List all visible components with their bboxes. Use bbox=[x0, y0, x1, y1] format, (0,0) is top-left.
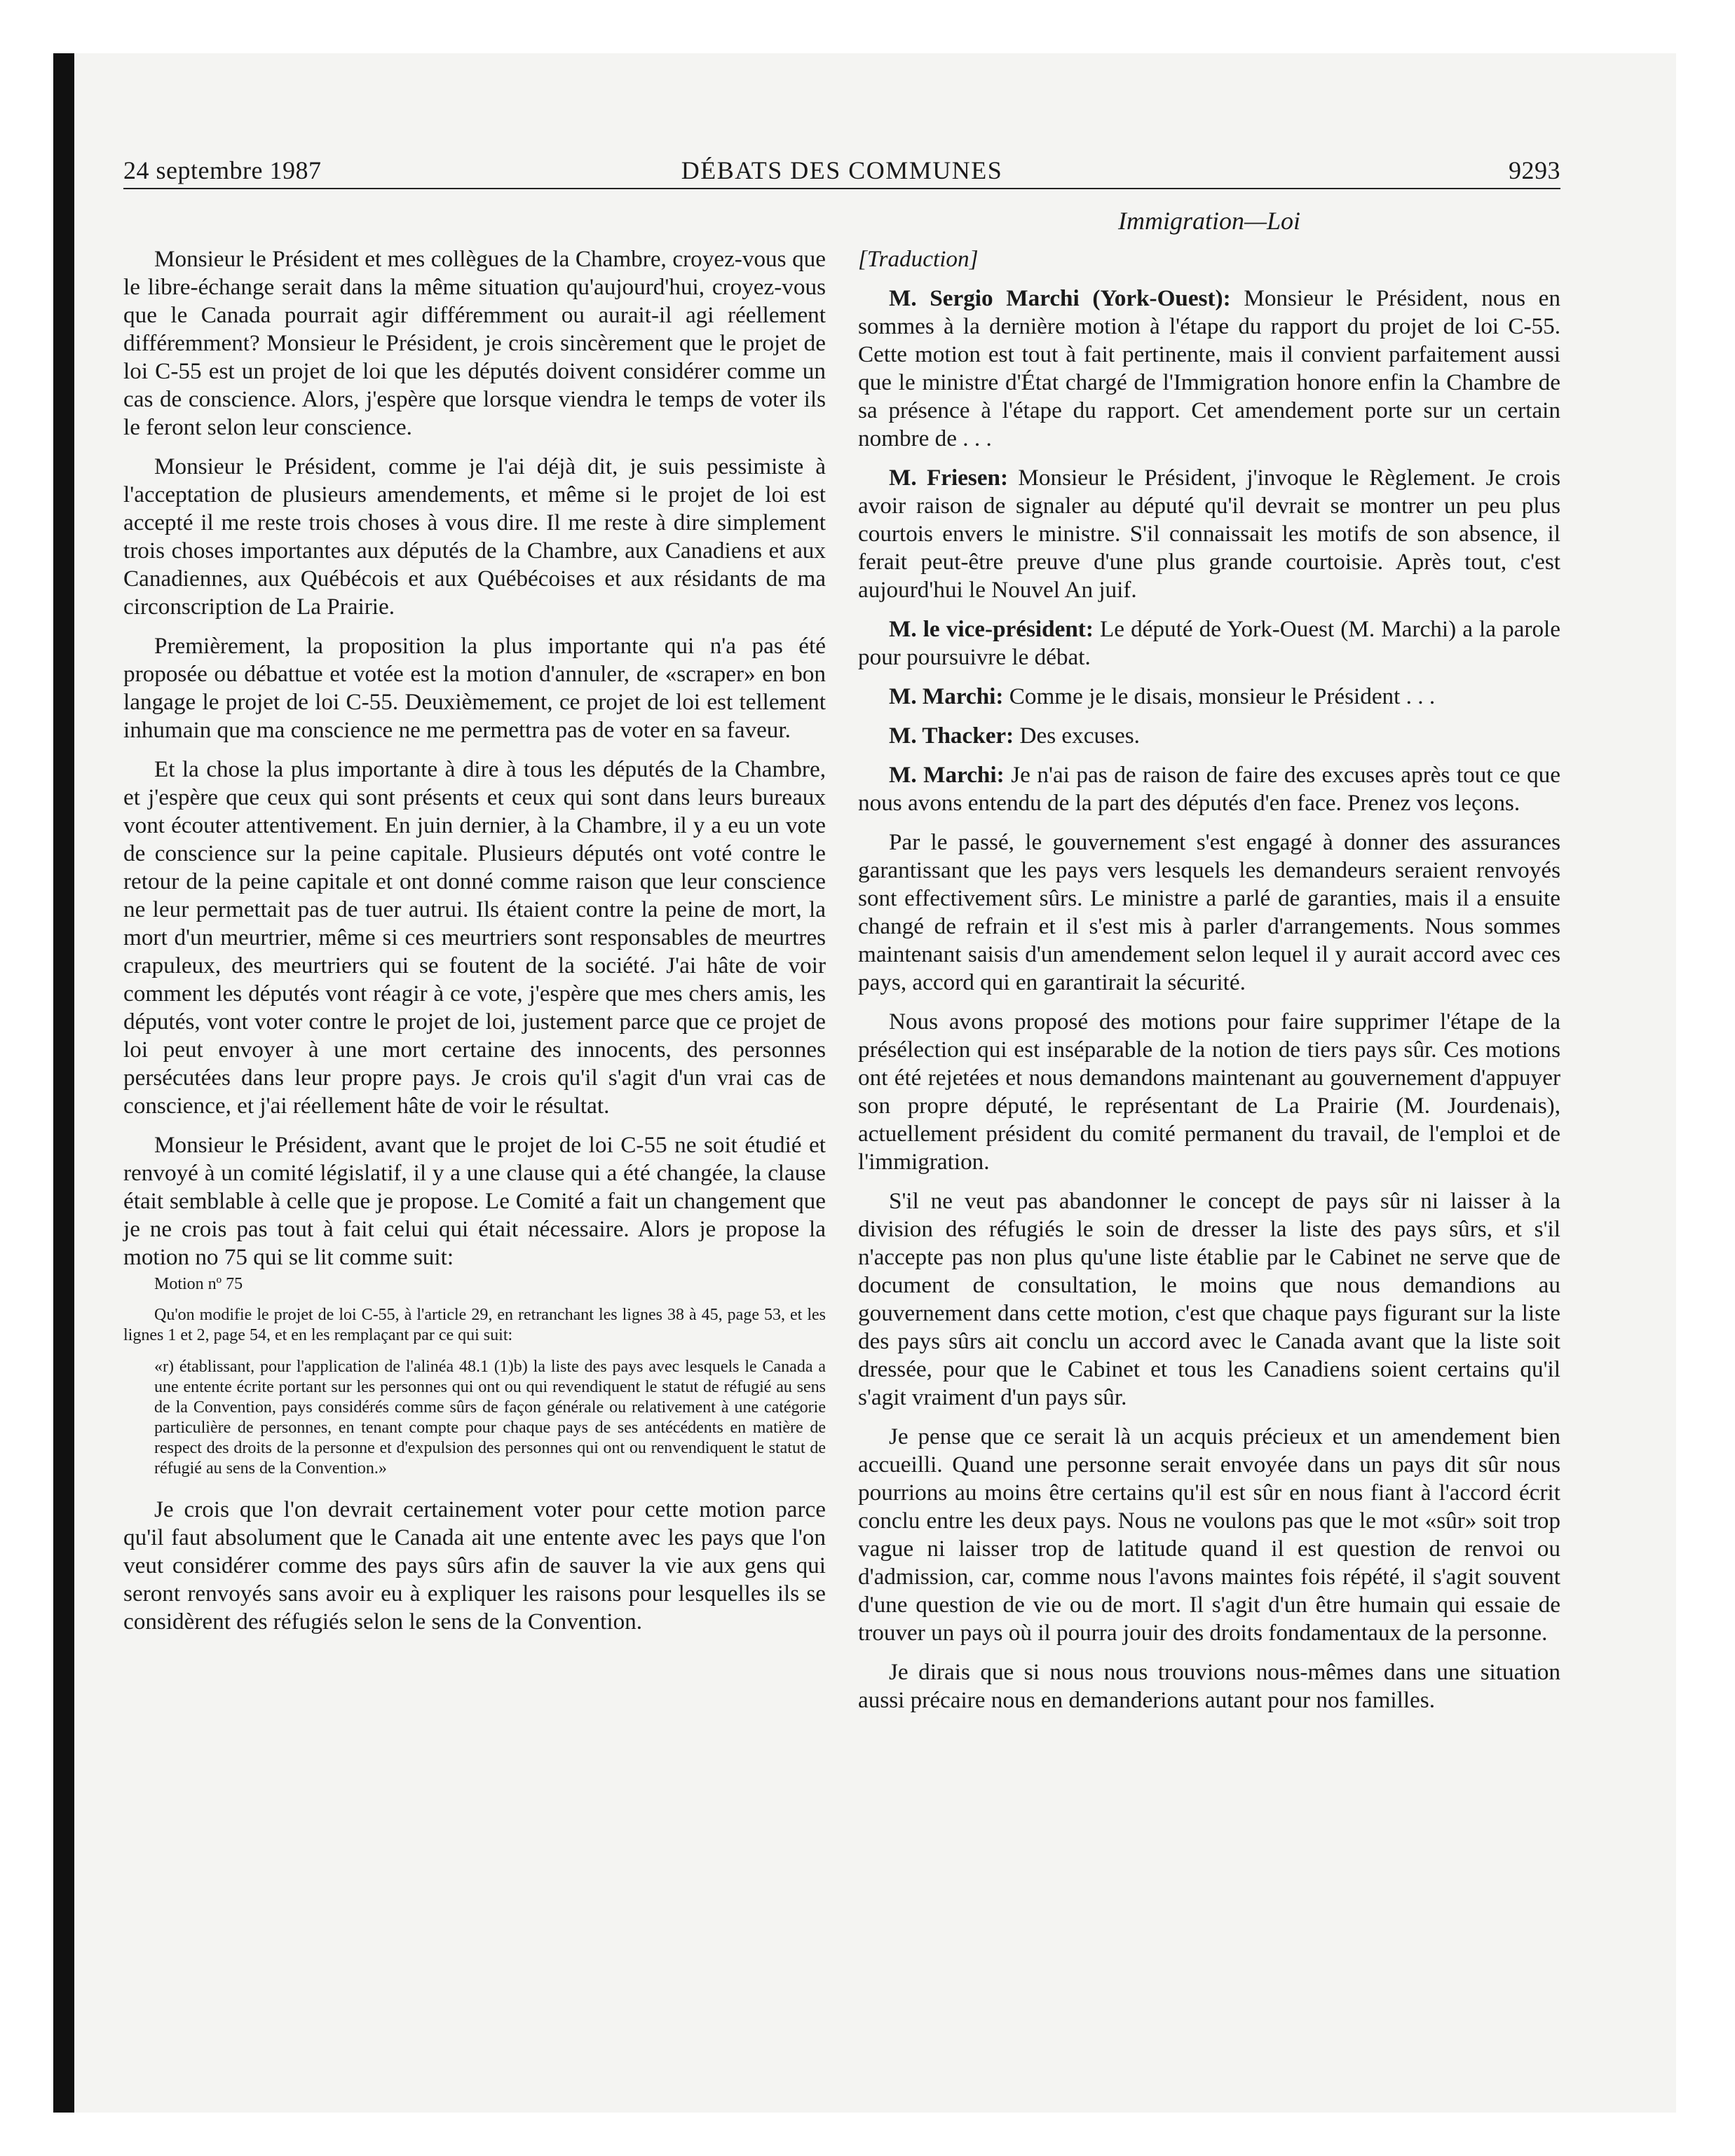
speaker-name: M. le vice-président: bbox=[889, 616, 1094, 642]
speech bbox=[858, 464, 1560, 604]
page-header bbox=[123, 156, 1560, 189]
speech bbox=[858, 683, 1560, 711]
paragraph: Je crois que l'on devrait certainement voter pour cette motion parce qu'il faut absolument que le Canada ait une entente avec les pays que l'on veut considérer comme des pays sûrs afin de sauver la vie aux gens qui seront renvoyés sans avoir eu à expliquer les raisons pour lesquelles ils se considèrent des réfugiés selon le sens de la Convention. bbox=[123, 1496, 826, 1635]
speech-text: Monsieur le Président, nous en sommes à la dernière motion à l'étape du rapport du projet de loi C-55. Cette motion est tout à fait pertinente, mais il convient parfaitement aussi que le ministre d'État chargé de l'Immigration honore enfin la Chambre de sa présence à l'étape du rapport. Cet amendement porte sur un certain nombre de . . . bbox=[858, 285, 1560, 451]
motion-label: Motion nº 75 bbox=[154, 1275, 243, 1293]
speech bbox=[858, 761, 1560, 817]
speaker-name: M. Thacker: bbox=[889, 723, 1014, 749]
paragraph: Je pense que ce serait là un acquis précieux et un amendement bien accueilli. Quand une personne serait envoyée dans un pays dit sûr nous pourrions au moins être certains qu'il est sûr en nous fiant à l'accord écrit conclu entre les deux pays. Nous ne voulons pas que le mot «sûr» soit trop vague ni laisser trop de latitude quand il est question de renvoi ou d'admission, car, comme nous l'avons maintes fois répété, il s'agit souvent d'une question de vie ou de mort. Il s'agit d'un être humain qui essaie de trouver un pays où il pourra jouir des droits fondamentaux de la personne. bbox=[858, 1424, 1560, 1646]
speech-text: Le député de York-Ouest (M. Marchi) a la parole pour poursuivre le débat. bbox=[858, 616, 1560, 670]
motion-quote: «r) établissant, pour l'application de l'alinéa 48.1 (1)b) la liste des pays avec lesquels le Canada a une entente écrite portant sur les personnes qui ont ou qui revendiquent le statut de réfugié au sens de la Convention, pays considérés comme sûrs de façon générale ou relativement à une catégorie particulière de personnes, en tenant compte pour chaque pays de ses antécédents en matière de respect des droits de la personne et d'expulsion des personnes qui ont ou renvendiquent le statut de réfugié au sens de la Convention.» bbox=[154, 1358, 826, 1478]
speech-text: Je n'ai pas de raison de faire des excuses après tout ce que nous avons entendu de la part des députés d'en face. Prenez vos leçons. bbox=[858, 762, 1560, 816]
paragraph: Monsieur le Président, comme je l'ai déjà dit, je suis pessimiste à l'acceptation de plusieurs amendements, et même si le projet de loi est accepté il me reste trois choses à vous dire. Il me reste à dire simplement trois choses importantes aux députés de la Chambre, aux Canadiens et aux Canadiennes, aux Québécois et aux Québécoises et aux résidants de ma circonscription de La Prairie. bbox=[123, 453, 826, 620]
paragraph: Monsieur le Président, avant que le projet de loi C-55 ne soit étudié et renvoyé à un comité législatif, il y a une clause qui a été changée, la clause était semblable à celle que je propose. Le Comité a fait un changement que je ne crois pas tout à fait celui qui était nécessaire. Alors je propose la motion no 75 qui se lit comme suit: bbox=[123, 1132, 826, 1270]
speaker-name: M. Marchi: bbox=[889, 762, 1005, 788]
paragraph: Premièrement, la proposition la plus importante qui n'a pas été proposée ou débattue et votée est la motion d'annuler, de «scraper» en bon langage le projet de loi C-55. Deuxièmement, ce projet de loi est tellement inhumain que ma conscience ne me permettra pas de voter en sa faveur. bbox=[123, 633, 826, 743]
speech bbox=[858, 722, 1560, 750]
section-subject: Immigration—Loi bbox=[1117, 207, 1301, 235]
header-page-number: 9293 bbox=[1509, 156, 1560, 184]
right-column bbox=[858, 245, 1560, 1726]
speech-text: Monsieur le Président, j'invoque le Règlement. Je crois avoir raison de signaler au député qu'il devrait se montrer un peu plus courtois envers le ministre. S'il connaissait les motifs de son absence, il ferait peut-être preuve d'une plus grande courtoisie. Après tout, c'est aujourd'hui le Nouvel An juif. bbox=[858, 465, 1560, 603]
paragraph: Par le passé, le gouvernement s'est engagé à donner des assurances garantissant que les pays vers lesquels les demandeurs seraient renvoyés sont effectivement sûrs. Le ministre a parlé de garanties, mais il a ensuite changé de refrain et il s'est mis à parler d'arrangements. Nous sommes maintenant saisis d'un amendement selon lequel il y aurait accord avec ces pays, accord qui en garantirait la sécurité. bbox=[858, 829, 1560, 995]
paragraph: Je dirais que si nous nous trouvions nous-mêmes dans une situation aussi précaire nous en demanderions autant pour nos familles. bbox=[858, 1659, 1560, 1713]
paragraph: Nous avons proposé des motions pour faire supprimer l'étape de la présélection qui est inséparable de la notion de tiers pays sûr. Ces motions ont été rejetées et nous demandons maintenant au gouvernement d'appuyer son propre député, le représentant de La Prairie (M. Jourdenais), actuellement président du comité permanent du travail, de l'emploi et de l'immigration. bbox=[858, 1009, 1560, 1175]
motion-text: Qu'on modifie le projet de loi C-55, à l'article 29, en retranchant les lignes 38 à 45, page 53, et les lignes 1 et 2, page 54, et en les remplaçant par ce qui suit: bbox=[123, 1306, 826, 1344]
speaker-name: M. Sergio Marchi (York-Ouest): bbox=[889, 285, 1231, 311]
left-column bbox=[123, 245, 826, 1647]
translation-note: [Traduction] bbox=[858, 246, 979, 272]
speech bbox=[858, 615, 1560, 671]
header-rule bbox=[123, 188, 1560, 189]
paragraph: Et la chose la plus importante à dire à tous les députés de la Chambre, et j'espère que ceux qui sont présents et ceux qui sont dans leurs bureaux vont écouter attentivement. En juin dernier, à la Chambre, il y a eu un vote de conscience sur la peine capitale. Plusieurs députés ont voté contre le retour de la peine capitale et ont donné comme raison que leur conscience ne leur permettait pas de tuer autrui. Ils étaient contre la peine de mort, la mort d'un meurtrier, même si ces meurtriers sont responsables de meurtres crapuleux, des meurtriers qui se foutent de la société. J'ai hâte de voir comment les députés vont réagir à ce vote, j'espère que mes chers amis, les députés, vont voter contre le projet de loi, justement parce que ce projet de loi peut envoyer à une mort certaine des innocents, des personnes persécutées dans leur propre pays. Je crois qu'il s'agit d'un vrai cas de conscience, et j'ai réellement hâte de voir le résultat. bbox=[123, 756, 826, 1119]
speaker-name: M. Marchi: bbox=[889, 683, 1004, 709]
paragraph: Monsieur le Président et mes collègues de la Chambre, croyez-vous que le libre-échange serait dans la même situation qu'aujourd'hui, croyez-vous que le Canada pourrait agir différemment ou aurait-il agi réellement différemment? Monsieur le Président, je crois sincèrement que le projet de loi C-55 est un projet de loi que les députés doivent considérer comme un cas de conscience. Alors, j'espère que lorsque viendra le temps de voter ils le feront selon leur conscience. bbox=[123, 246, 826, 440]
speech-text: Comme je le disais, monsieur le Président . . . bbox=[1003, 683, 1436, 709]
header-date: 24 septembre 1987 bbox=[123, 156, 322, 184]
speech bbox=[858, 285, 1560, 453]
speaker-name: M. Friesen: bbox=[889, 465, 1009, 491]
speech-text: Des excuses. bbox=[1014, 723, 1140, 749]
paragraph: S'il ne veut pas abandonner le concept de pays sûr ni laisser à la division des réfugiés le soin de dresser la liste des pays sûrs, et s'il n'accepte pas non plus qu'une liste établie par le Cabinet ne serve que de document de consultation, le moins que nous demandions au gouvernement dans cette motion, c'est que chaque pays figurant sur la liste des pays sûrs ait conclu un accord avec le Canada avant que la liste soit dressée, pour que le Cabinet et tous les Canadiens soient certains qu'il s'agit vraiment d'un pays sûr. bbox=[858, 1188, 1560, 1410]
header-title: DÉBATS DES COMMUNES bbox=[681, 156, 1003, 184]
scan-edge-bar bbox=[53, 53, 74, 2113]
